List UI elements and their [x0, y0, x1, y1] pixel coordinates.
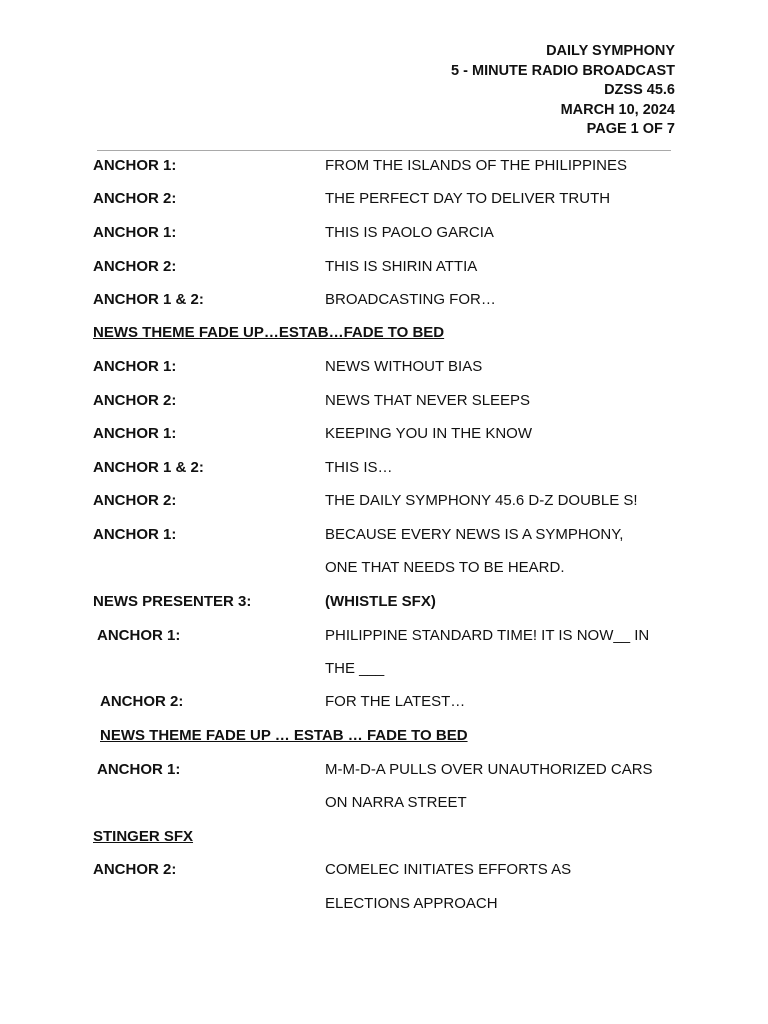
- sound-effect-cue: (WHISTLE SFX): [325, 593, 436, 610]
- speaker-label: ANCHOR 2:: [93, 492, 177, 509]
- script-line: THIS IS PAOLO GARCIA: [325, 224, 494, 241]
- script-line-continuation: ONE THAT NEEDS TO BE HEARD.: [325, 559, 565, 576]
- script-line: THIS IS…: [325, 459, 393, 476]
- speaker-label: ANCHOR 1:: [93, 358, 177, 375]
- speaker-label: ANCHOR 1:: [97, 627, 181, 644]
- script-line: FROM THE ISLANDS OF THE PHILIPPINES: [325, 157, 628, 174]
- script-line: NEWS THAT NEVER SLEEPS: [325, 392, 531, 409]
- header-page-number: PAGE 1 OF 7: [586, 121, 675, 137]
- header-format: 5 - MINUTE RADIO BROADCAST: [451, 62, 675, 79]
- speaker-label: NEWS PRESENTER 3:: [93, 593, 252, 610]
- speaker-label: ANCHOR 1 & 2:: [93, 291, 204, 308]
- script-line: NEWS WITHOUT BIAS: [325, 358, 483, 375]
- production-cue: NEWS THEME FADE UP … ESTAB … FADE TO BED: [100, 727, 468, 744]
- script-line: FOR THE LATEST…: [325, 693, 466, 710]
- header-station: DZSS 45.6: [604, 82, 675, 98]
- speaker-label: ANCHOR 2:: [93, 392, 177, 409]
- speaker-label: ANCHOR 2:: [93, 258, 177, 275]
- speaker-label: ANCHOR 1:: [97, 761, 181, 778]
- speaker-label: ANCHOR 2:: [100, 693, 184, 710]
- speaker-label: ANCHOR 1:: [93, 425, 177, 442]
- header-title: DAILY SYMPHONY: [546, 43, 675, 59]
- script-line-continuation: ELECTIONS APPROACH: [325, 895, 498, 912]
- script-line: BROADCASTING FOR…: [325, 291, 496, 308]
- script-line-continuation: THE ___: [325, 660, 385, 677]
- script-line: M-M-D-A PULLS OVER UNAUTHORIZED CARS: [325, 761, 653, 778]
- script-line: COMELEC INITIATES EFFORTS AS: [325, 861, 572, 878]
- script-line: THE PERFECT DAY TO DELIVER TRUTH: [325, 190, 611, 207]
- production-cue: STINGER SFX: [93, 828, 194, 845]
- header-date: MARCH 10, 2024: [560, 101, 675, 118]
- script-line-continuation: ON NARRA STREET: [325, 794, 467, 811]
- speaker-label: ANCHOR 2:: [93, 861, 177, 878]
- speaker-label: ANCHOR 1:: [93, 526, 177, 543]
- script-line: THE DAILY SYMPHONY 45.6 D-Z DOUBLE S!: [325, 492, 638, 509]
- header-divider: [97, 150, 671, 151]
- script-line: BECAUSE EVERY NEWS IS A SYMPHONY,: [325, 526, 624, 543]
- script-line: THIS IS SHIRIN ATTIA: [325, 258, 478, 275]
- document-header: [451, 42, 675, 140]
- script-line: KEEPING YOU IN THE KNOW: [325, 425, 532, 442]
- production-cue: NEWS THEME FADE UP…ESTAB…FADE TO BED: [93, 324, 445, 341]
- speaker-label: ANCHOR 1:: [93, 224, 177, 241]
- script-line: PHILIPPINE STANDARD TIME! IT IS NOW__ IN: [325, 627, 650, 644]
- speaker-label: ANCHOR 2:: [93, 190, 177, 207]
- speaker-label: ANCHOR 1:: [93, 157, 177, 174]
- speaker-label: ANCHOR 1 & 2:: [93, 459, 204, 476]
